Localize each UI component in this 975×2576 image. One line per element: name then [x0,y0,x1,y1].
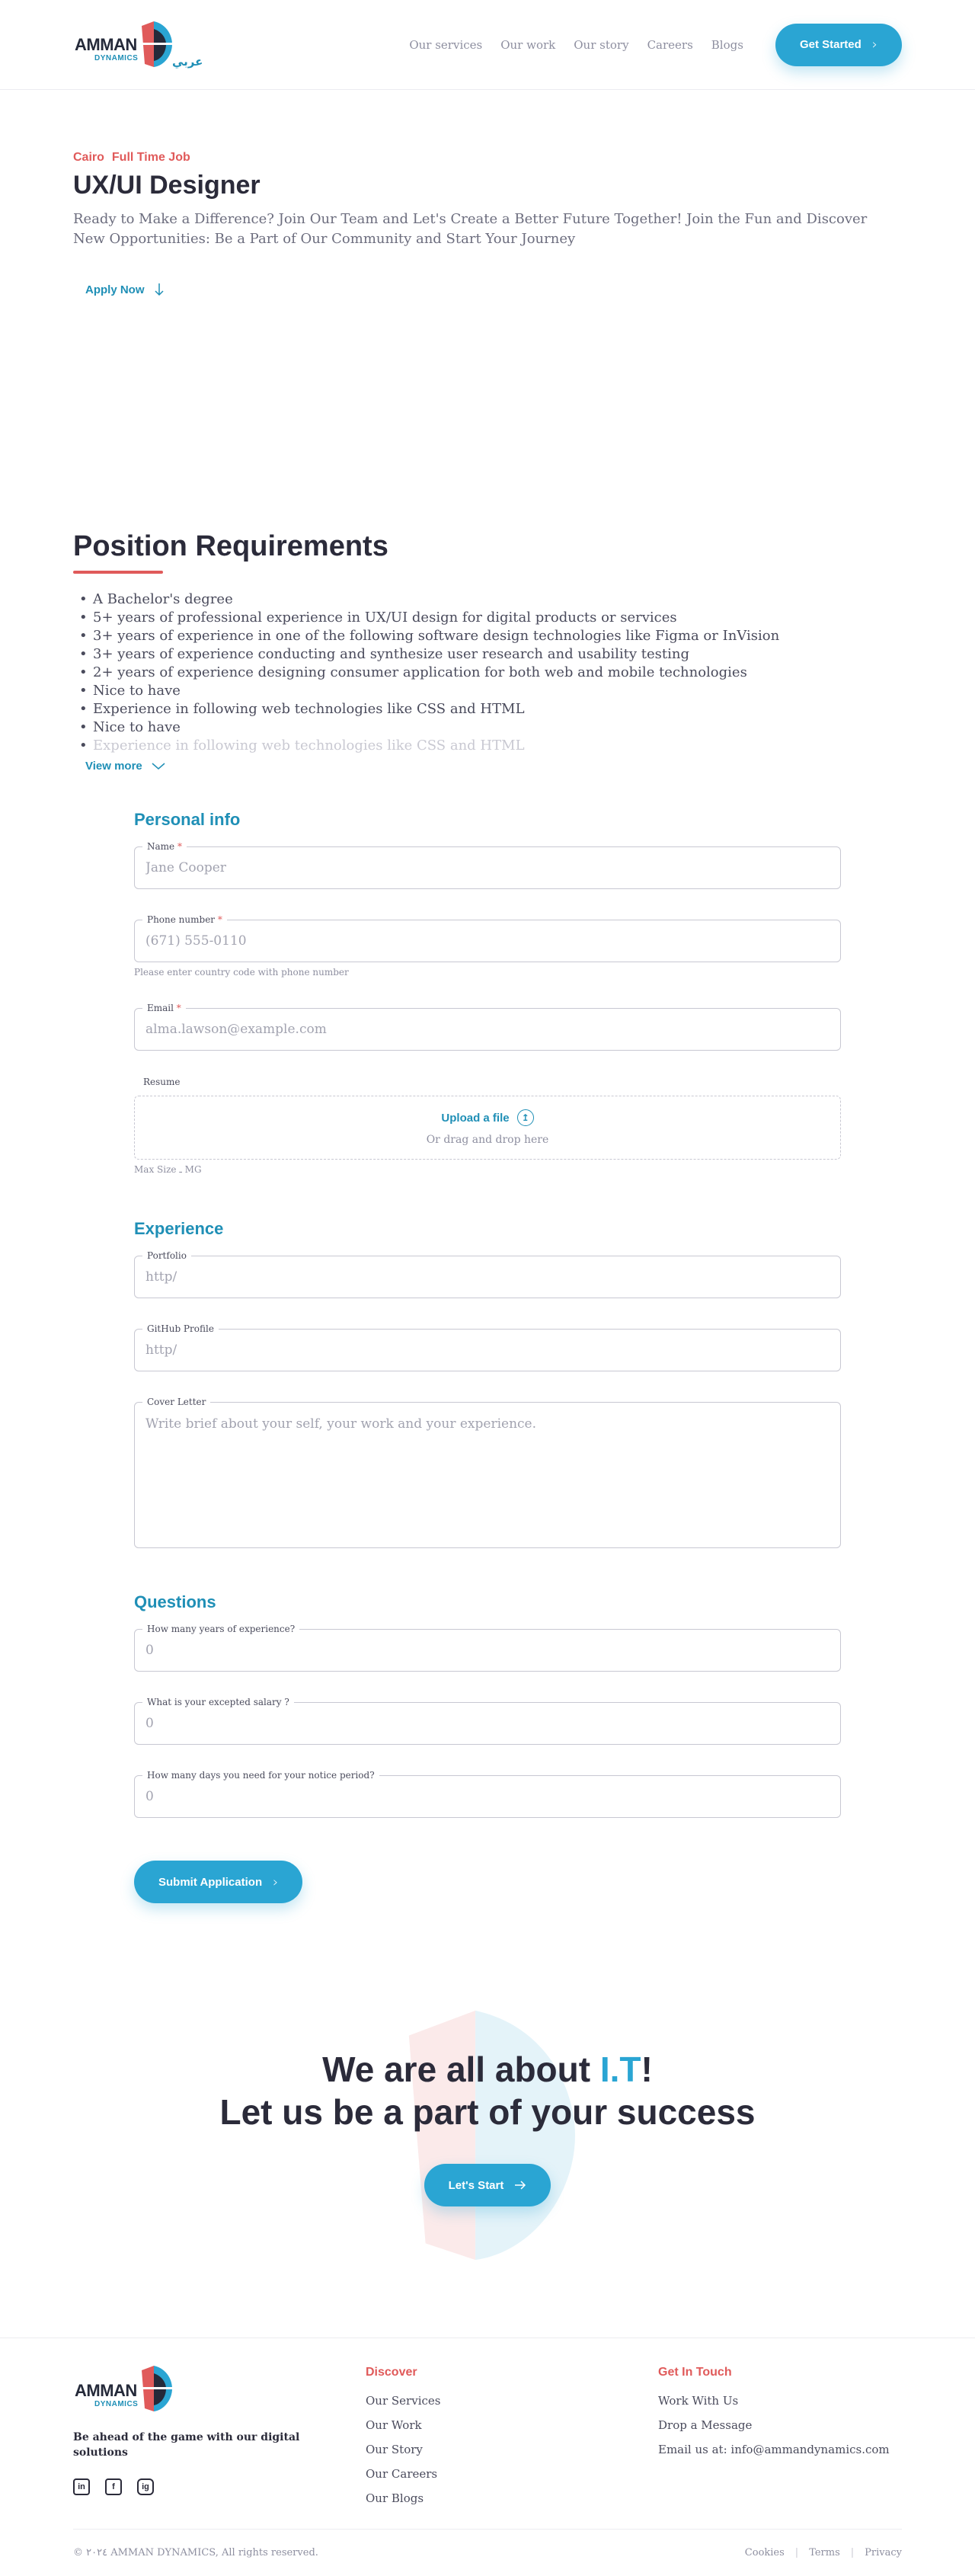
list-item: • 5+ years of professional experience in UX/UI design for digital products or services [73,609,902,627]
apply-now-link[interactable] [85,283,165,296]
job-hero [0,90,975,463]
footer-logo[interactable] [73,2361,210,2422]
upload-icon: ↥ [517,1109,534,1126]
arrow-down-icon [154,283,165,296]
email-label: Email * [142,1002,186,1014]
job-type: Full Time Job [111,151,190,164]
contact-heading: Get In Touch [658,2366,732,2379]
email-input[interactable] [135,1009,840,1050]
footer-link-services[interactable]: Our Services [366,2394,441,2408]
nav-careers[interactable]: Careers [647,37,693,52]
phone-label: Phone number * [142,914,227,926]
discover-heading: Discover [366,2366,417,2379]
list-item: • 3+ years of experience in one of the following software design technologies like Figma or InVision [73,627,902,645]
drag-drop-label: Or drag and drop here [426,1134,549,1146]
footer-link-careers[interactable]: Our Careers [366,2467,438,2481]
phone-hint: Please enter country code with phone number [134,967,349,978]
divider: | [794,2547,799,2558]
language-switch[interactable]: عربي [172,54,203,69]
footer-discover [366,2361,658,2515]
job-title: UX/UI Designer [73,171,261,200]
job-description: Ready to Make a Difference? Join Our Team and Let's Create a Better Future Together! Join the Fun and Discover New Opportunities: Be a Part of Our Community and Start Your Journey [73,211,868,247]
footer-link-work-with-us[interactable]: Work With Us [658,2394,739,2408]
salary-input[interactable] [135,1703,840,1744]
requirements-heading: Position Requirements [73,530,388,562]
social-links [73,2478,366,2495]
list-item: • A Bachelor's degree [73,590,902,609]
phone-field [134,914,841,962]
cta-heading: We are all about I.T! Let us be a part of your success [219,2050,756,2132]
footer-link-drop-message[interactable]: Drop a Message [658,2418,753,2432]
privacy-link[interactable]: Privacy [865,2547,902,2558]
github-input[interactable] [135,1330,840,1371]
questions-title: Questions [134,1592,216,1611]
job-location: Cairo [73,151,104,164]
github-label: GitHub Profile [142,1323,219,1335]
copyright-text: © ٢٠٢٤ AMMAN DYNAMICS, All rights reserved. [73,2547,318,2558]
footer-contact [658,2361,902,2515]
footer-link-story[interactable]: Our Story [366,2443,423,2456]
requirements-list [73,590,902,755]
footer-logo-wordmark: AMMAN [75,2381,137,2400]
instagram-icon[interactable]: ig [137,2478,154,2495]
nav-our-work[interactable]: Our work [500,37,556,52]
footer-bottom-bar [73,2529,902,2576]
max-size-hint: Max Size ـ MG [134,1164,202,1175]
portfolio-field [134,1250,841,1298]
heading-underline [73,571,163,574]
legal-links [745,2547,902,2558]
experience-years-field [134,1624,841,1672]
apply-now-label: Apply Now [85,283,145,296]
upload-file-label: Upload a file [441,1111,510,1125]
resume-label: Resume [143,1077,181,1087]
footer-brand [73,2361,366,2515]
facebook-icon[interactable]: f [105,2478,122,2495]
logo-subtitle: DYNAMICS [94,53,139,62]
brand-logo[interactable] [73,18,210,72]
footer-link-work[interactable]: Our Work [366,2418,422,2432]
job-tags [73,151,902,165]
cover-letter-field [134,1397,841,1548]
logo-wordmark: AMMAN [75,34,137,54]
portfolio-label: Portfolio [142,1250,191,1262]
experience-years-input[interactable] [135,1630,840,1671]
github-field [134,1323,841,1371]
cta-section [0,1979,975,2338]
application-form [0,810,975,1903]
footer-link-email[interactable]: Email us at: info@ammandynamics.com [658,2443,890,2456]
view-more-label: View more [85,760,142,773]
notice-period-input[interactable] [135,1776,840,1817]
nav-blogs[interactable]: Blogs [711,37,743,52]
footer-link-blogs[interactable]: Our Blogs [366,2491,424,2505]
get-started-label: Get Started [799,38,862,51]
position-requirements [0,463,975,810]
personal-info-title: Personal info [134,810,241,829]
terms-link[interactable]: Terms [809,2547,840,2558]
site-header [0,0,975,90]
email-field [134,1003,841,1051]
submit-application-button[interactable] [134,1861,302,1903]
site-footer [0,2338,975,2576]
name-input[interactable] [135,847,840,888]
main-nav [409,24,902,66]
list-item: • 2+ years of experience designing consumer application for both web and mobile technologies [73,664,902,682]
list-item: • 3+ years of experience conducting and synthesize user research and usability testing [73,645,902,664]
get-started-button[interactable] [775,24,902,66]
submit-application-label: Submit Application [158,1875,263,1889]
footer-logo-subtitle: DYNAMICS [94,2400,139,2408]
nav-our-services[interactable]: Our services [409,37,483,52]
phone-input[interactable] [135,920,840,962]
salary-label: What is your excepted salary ? [142,1696,294,1708]
name-field [134,841,841,889]
salary-field [134,1697,841,1745]
chevron-right-icon: › [273,1874,279,1890]
list-item: • Experience in following web technologies like CSS and HTML [73,737,902,755]
cover-letter-label: Cover Letter [142,1396,210,1408]
logo-mark-icon [139,2364,172,2414]
notice-period-label: How many days you need for your notice period? [142,1769,379,1781]
name-label: Name * [142,840,187,853]
chevron-down-icon [152,763,165,770]
cookies-link[interactable]: Cookies [744,2547,785,2558]
portfolio-input[interactable] [135,1256,840,1298]
experience-years-label: How many years of experience? [142,1623,299,1635]
divider: | [850,2547,855,2558]
lets-start-button[interactable] [424,2164,551,2206]
lets-start-label: Let's Start [448,2178,504,2192]
chevron-right-icon: › [871,37,878,53]
upload-row[interactable] [441,1109,533,1126]
footer-tagline: Be ahead of the game with our digital solutions [73,2431,300,2459]
nav-our-story[interactable]: Our story [574,37,629,52]
view-more-link[interactable] [85,760,165,773]
list-item: • Nice to have [73,682,902,700]
resume-dropzone[interactable] [134,1096,841,1160]
cover-letter-input[interactable] [135,1403,840,1547]
experience-title: Experience [134,1219,224,1238]
logo-mark-icon [139,20,172,70]
arrow-right-icon [514,2181,526,2190]
list-item: • Experience in following web technologies like CSS and HTML [73,700,902,718]
list-item: • Nice to have [73,718,902,737]
notice-period-field [134,1770,841,1818]
linkedin-icon[interactable]: in [73,2478,90,2495]
